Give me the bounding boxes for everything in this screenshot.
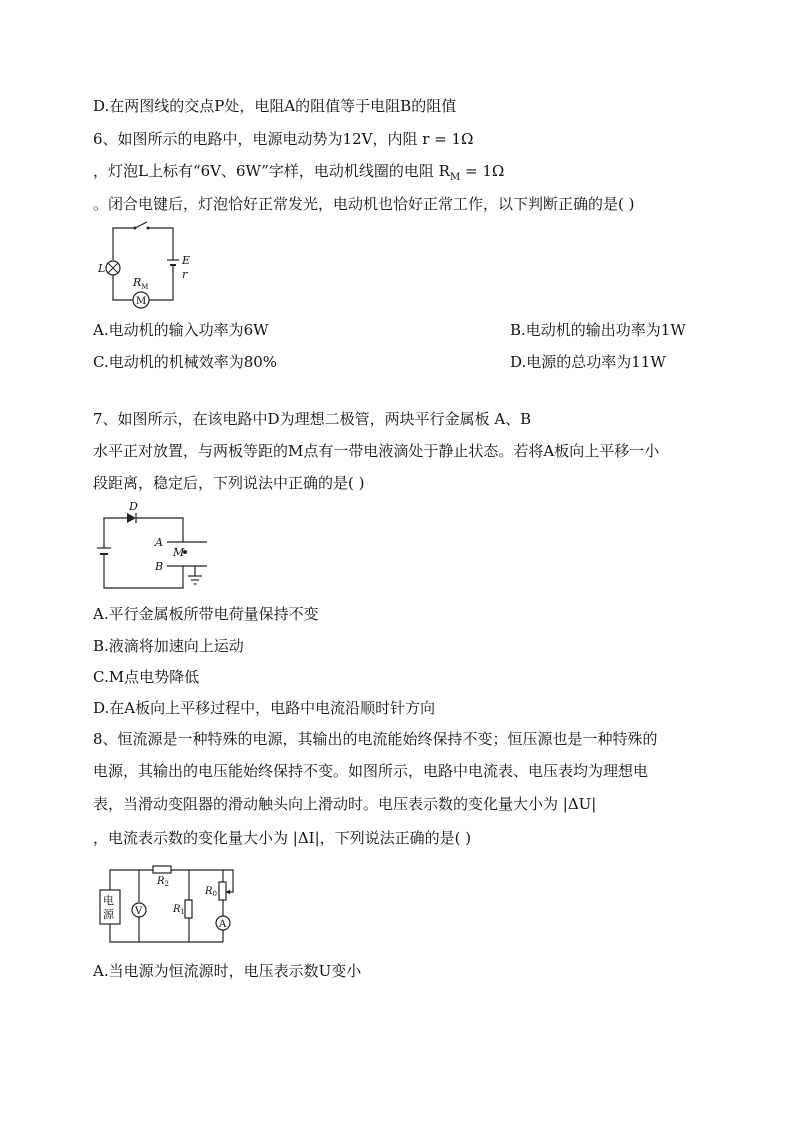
q7-stem-3: 段距离，稳定后，下列说法中正确的是( ) [93, 474, 365, 492]
q8-stem-2: 电源，其输出的电压能始终保持不变。如图所示，电路中电流表、电压表均为理想电 [93, 762, 649, 780]
q8-stem-3: 表，当滑动变阻器的滑动触头向上滑动时。电压表示数的变化量大小为 |ΔU| [93, 795, 597, 813]
q6-option-c: C.电动机的机械效率为80% [93, 353, 278, 371]
q6-emf-label: E [182, 254, 191, 267]
q7-stem-1: 7、如图所示，在该电路中D为理想二极管，两块平行金属板 A、B [93, 410, 532, 428]
q6-rm-label: $R_M$ [133, 276, 149, 291]
q7-option-a: A.平行金属板所带电荷量保持不变 [93, 605, 319, 623]
q6-stem-1: 6、如图所示的电路中，电源电动势为12V，内阻 r = 1Ω [93, 130, 474, 148]
q6-r-label: r [182, 268, 188, 281]
q6-stem-3: 。闭合电键后，灯泡恰好正常发光，电动机也恰好正常工作，以下判断正确的是( ) [93, 195, 635, 213]
q8-circuit-figure [95, 862, 255, 947]
q6-option-b: B.电动机的输出功率为1W [510, 321, 686, 339]
q8-r2-label: $R_2$ [157, 876, 169, 888]
q7-diode-label: D [129, 500, 138, 513]
q7-plate-a-label: A [155, 536, 163, 549]
q7-plate-b-label: B [155, 560, 164, 573]
q6-motor-symbol: M [136, 296, 147, 307]
q6-rm-value: = 1Ω [460, 162, 505, 180]
q7-option-b: B.液滴将加速向上运动 [93, 637, 244, 655]
q6-stem-2 [93, 161, 504, 188]
q8-r1-label: $R_1$ [173, 904, 185, 916]
q6-rm-subscript: M [449, 172, 461, 183]
q8-voltmeter-symbol: V [135, 906, 143, 917]
q8-stem-1: 8、恒流源是一种特殊的电源，其输出的电流能始终保持不变；恒压源也是一种特殊的 [93, 730, 658, 748]
q8-option-a: A.当电源为恒流源时，电压表示数U变小 [93, 962, 362, 980]
option-d-prev: D.在两图线的交点P处，电阻A的阻值等于电阻B的阻值 [93, 97, 457, 115]
q6-lamp-label: L [98, 262, 106, 275]
q8-ammeter-symbol: A [219, 919, 227, 930]
q8-source-label-2: 源 [103, 908, 114, 921]
q6-option-d: D.电源的总功率为11W [510, 353, 666, 371]
q8-r0-label: $R_0$ [205, 886, 217, 898]
q8-source-label-1: 电 [103, 894, 114, 907]
q7-circuit-figure [95, 500, 225, 595]
q6-option-a: A.电动机的输入功率为6W [93, 321, 269, 339]
q8-stem-4: ，电流表示数的变化量大小为 |ΔI|，下列说法正确的是( ) [93, 829, 472, 847]
q7-stem-2: 水平正对放置，与两板等距的M点有一带电液滴处于静止状态。若将A板向上平移一小 [93, 442, 660, 460]
q7-option-c: C.M点电势降低 [93, 668, 200, 686]
q7-point-m-label: M [173, 546, 185, 559]
q6-stem-2-text: ，灯泡L上标有“6V、6W”字样，电动机线圈的电阻 R [93, 162, 450, 180]
q6-circuit-figure [95, 220, 205, 308]
q7-option-d: D.在A板向上平移过程中，电路中电流沿顺时针方向 [93, 699, 436, 717]
